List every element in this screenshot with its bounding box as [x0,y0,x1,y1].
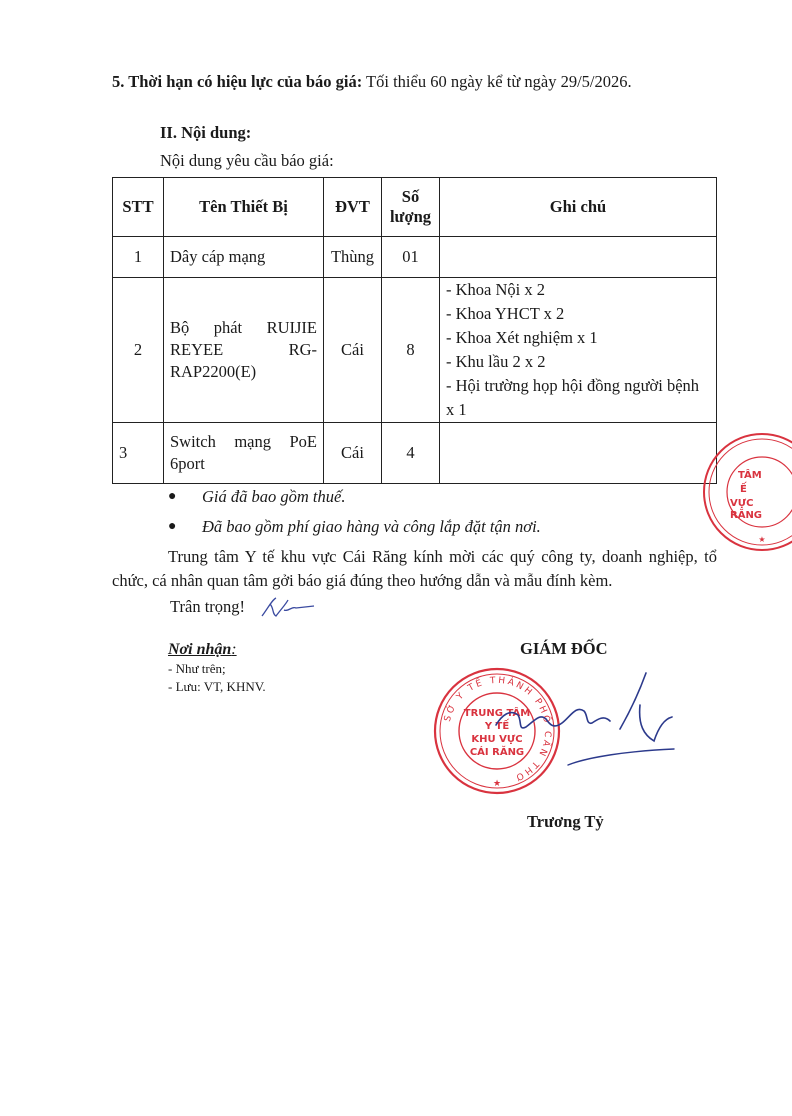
condition-text: Đã bao gồm phí giao hàng và công lắp đặt tận nơi. [202,517,541,536]
svg-text:★: ★ [758,535,766,544]
note-line: - Khu lầu 2 x 2 [446,352,546,371]
note-line: - Khoa Xét nghiệm x 1 [446,328,598,347]
header-qty-line1: Số [401,187,420,206]
director-name: Trương Tỷ [527,812,604,831]
cell-unit: Thùng [324,237,382,278]
list-item [150,513,541,543]
cell-note [440,278,717,423]
header-stt: STT [113,178,164,237]
cell-stt: 3 [113,423,164,484]
recipients-colon: : [231,641,237,658]
condition-text: Giá đã bao gồm thuế. [202,487,346,506]
svg-text:VỰC: VỰC [730,498,754,509]
table-row [113,278,717,423]
cell-name: Bộ phát RUIJIE REYEE RG-RAP2200(E) [164,278,324,423]
svg-text:RĂNG: RĂNG [730,510,763,521]
bullet-icon: ● [168,489,177,504]
header-unit: ĐVT [324,178,382,237]
note-line: - Khoa YHCT x 2 [446,304,565,323]
table-row [113,237,717,278]
svg-text:Ế: Ế [740,484,747,495]
validity-text: Tối thiểu 60 ngày kể từ ngày 29/5/2026. [362,72,632,91]
invitation-paragraph: Trung tâm Y tế khu vực Cái Răng kính mời các quý công ty, doanh nghiệp, tổ chức, cá nhân quan tâm gởi báo giá đúng theo hướng dẫn và mẫu đính kèm. [112,547,717,590]
stamp-line4: CÁI RĂNG [469,747,525,758]
list-item [150,483,541,513]
initials-signature [258,594,318,627]
edge-stamp [700,430,792,554]
table-row [113,423,717,484]
recipients-heading: Nơi nhận [168,641,232,658]
recipients-block [168,640,266,696]
validity-paragraph [112,70,717,94]
cell-note [440,237,717,278]
recipient-item: - Như trên; [168,661,226,676]
header-note: Ghi chú [440,178,717,237]
cell-note [440,423,717,484]
cell-stt: 1 [113,237,164,278]
cell-stt: 2 [113,278,164,423]
cell-unit: Cái [324,278,382,423]
section-title: II. Nội dung: [160,123,252,142]
svg-text:★: ★ [492,779,502,789]
cell-qty: 4 [382,423,440,484]
stamp-line2: Y TẾ [484,721,510,732]
note-line: - Hội trường họp hội đồng người bệnh x 1 [446,376,700,419]
header-name: Tên Thiết Bị [164,178,324,237]
bullet-icon: ● [168,519,177,534]
svg-text:SỞ Y TẾ THÀNH PHỐ CẦN THƠ: SỞ Y TẾ THÀNH PHỐ CẦN THƠ [442,675,553,784]
closing-text: Trân trọng! [170,597,246,616]
conditions-list [150,483,541,543]
header-qty-line2: lượng [389,207,432,226]
header-qty [382,178,440,237]
stamp-line3: KHU VỰC [471,734,523,745]
cell-name: Dây cáp mạng [164,237,324,278]
cell-qty: 8 [382,278,440,423]
note-line: - Khoa Nội x 2 [446,280,545,299]
director-signature [488,665,688,780]
table-header-row [113,178,717,237]
recipient-item: - Lưu: VT, KHNV. [168,679,266,694]
stamp-line1: TRUNG TÂM [463,708,531,719]
cell-name: Switch mạng PoE 6port [164,423,324,484]
quote-table [112,177,717,484]
validity-label: 5. Thời hạn có hiệu lực của báo giá: [112,72,363,91]
request-intro: Nội dung yêu cầu báo giá: [160,151,334,170]
cell-qty: 01 [382,237,440,278]
director-title: GIÁM ĐỐC [520,639,608,658]
cell-unit: Cái [324,423,382,484]
svg-text:TÂM: TÂM [738,470,762,481]
